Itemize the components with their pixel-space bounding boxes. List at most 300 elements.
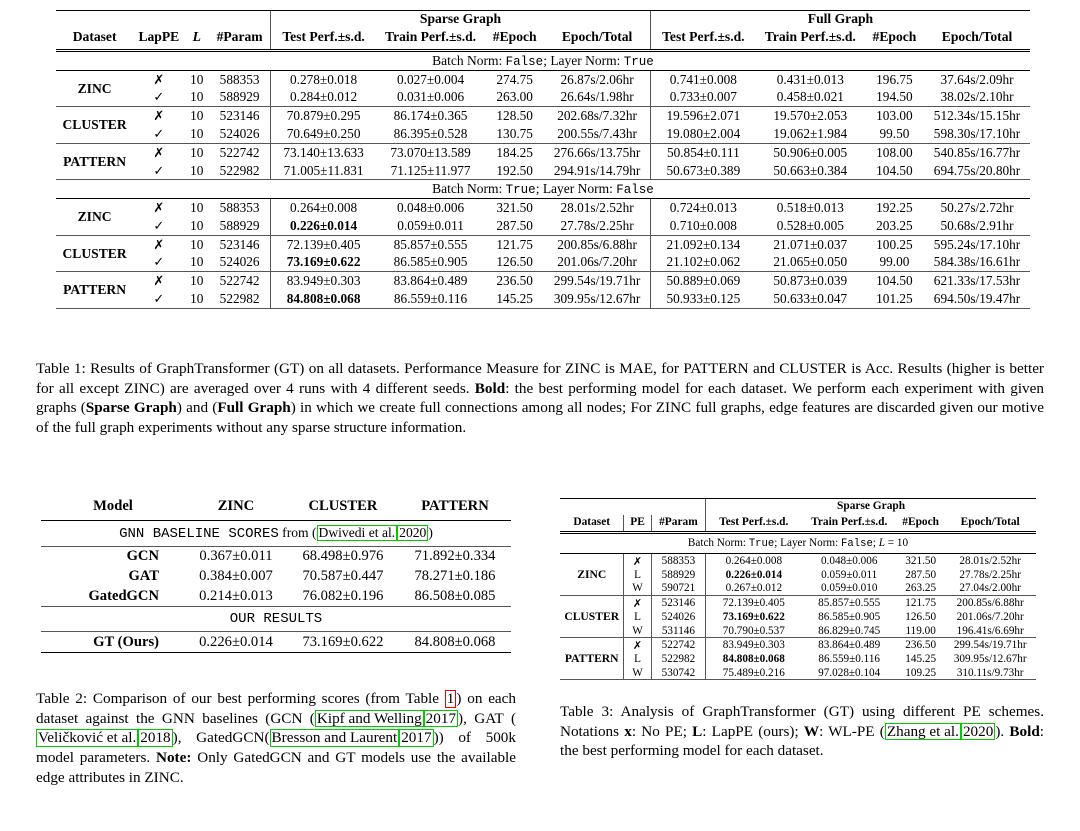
full-train-perf-cell: 0.431±0.013 xyxy=(776,71,844,87)
table-1-bottom-rule xyxy=(56,308,1030,312)
table-row xyxy=(56,254,1030,272)
table-row xyxy=(56,143,1030,161)
our-model-name-cell: GT (Ours) xyxy=(93,633,159,650)
table-3-col-header-3: Test Perf.±s.d. xyxy=(706,515,802,533)
full-train-perf-cell: 50.906±0.005 xyxy=(773,144,848,160)
group-header-full-graph: Full Graph xyxy=(650,11,1030,29)
test-perf-cell: 75.489±0.216 xyxy=(706,666,802,680)
sparse-test-perf-cell: 73.140±13.633 xyxy=(271,143,376,161)
layers-cell: 10 xyxy=(190,236,204,252)
layers-cell: 10 xyxy=(184,89,209,107)
caption1-bold-full: Full Graph xyxy=(217,399,291,417)
config-layernorm-value: False xyxy=(616,183,654,198)
epoch-total-cell: 27.78s/2.25hr xyxy=(959,569,1021,582)
sparse-test-perf-cell: 71.005±11.831 xyxy=(271,162,376,180)
caption1-bold-label: Bold xyxy=(474,379,506,397)
param-count-cell: 588929 xyxy=(209,89,271,107)
table-3-col-header-2: #Param xyxy=(651,515,705,533)
table-row xyxy=(56,70,1030,88)
table-1-config-row-1 xyxy=(56,180,1030,199)
citation-dwivedi-author-link[interactable]: Dwivedi et al. xyxy=(318,525,396,540)
config-batchnorm-value: True xyxy=(505,183,536,198)
lappe-marker-cell: ✗ xyxy=(153,236,165,252)
sparse-train-perf-cell: 0.031±0.006 xyxy=(376,89,485,107)
table-row xyxy=(56,290,1030,308)
table-row xyxy=(41,567,511,587)
pe-marker-cell: W xyxy=(624,624,651,638)
pe-marker-cell: ✗ xyxy=(624,638,651,653)
sparse-epoch-cell: 184.25 xyxy=(496,144,533,160)
table-3-header-row xyxy=(560,515,1036,533)
sparse-train-perf-cell: 86.585±0.905 xyxy=(376,254,485,272)
full-epoch-cell: 99.00 xyxy=(865,254,924,272)
sparse-test-perf-cell: 73.169±0.622 xyxy=(271,254,376,272)
table-1-config-label-0 xyxy=(56,51,1030,71)
table-3-col-header-4: Train Perf.±s.d. xyxy=(801,515,896,533)
sparse-epoch-total-cell: 202.68s/7.32hr xyxy=(557,108,637,124)
bottom-rule xyxy=(56,308,1030,312)
pe-marker-cell: ✗ xyxy=(624,554,651,569)
table-1-col-header-10: #Epoch xyxy=(865,28,924,51)
epoch-total-cell: 196.41s/6.69hr xyxy=(944,624,1036,638)
table-row xyxy=(56,235,1030,253)
train-perf-cell: 86.559±0.116 xyxy=(818,653,881,666)
sparse-epoch-cell: 263.00 xyxy=(485,89,544,107)
full-test-perf-cell: 21.092±0.134 xyxy=(650,235,755,253)
epoch-cell: 126.50 xyxy=(905,611,937,624)
sparse-train-perf-cell: 73.070±13.589 xyxy=(390,144,471,160)
caption1-part4: ) in which we create full connections among all nodes; For ZINC full graphs, edge features are discarded given our motive of the full graph experiments without any sparse structure information. xyxy=(36,399,1044,437)
table-row xyxy=(560,596,1036,611)
citation-velickovic-author-link[interactable]: Veličković et al. xyxy=(38,729,137,747)
table-row xyxy=(56,217,1030,235)
sparse-epoch-cell: 287.50 xyxy=(485,217,544,235)
epoch-cell: 145.25 xyxy=(905,653,937,666)
table-row xyxy=(56,162,1030,180)
full-test-perf-cell: 0.741±0.008 xyxy=(650,70,755,88)
config-prefix: Batch Norm: xyxy=(432,181,506,197)
sparse-test-perf-cell: 70.649±0.250 xyxy=(271,125,376,143)
pe-marker-cell: W xyxy=(624,666,651,680)
sparse-epoch-total-cell: 201.06s/7.20hr xyxy=(544,254,650,272)
full-epoch-total-cell: 540.85s/16.77hr xyxy=(933,144,1021,160)
dataset-name-cell: ZINC xyxy=(56,199,133,236)
table-3-container xyxy=(560,498,1044,684)
param-count-cell: 522982 xyxy=(651,653,705,666)
caption2-part1: Table 2: Comparison of our best performing scores (from Table xyxy=(36,690,445,707)
our-cluster-score-cell: 73.169±0.622 xyxy=(302,633,384,650)
pattern-score-cell: 78.271±0.186 xyxy=(414,568,496,585)
table-1-caption xyxy=(36,359,1044,438)
cluster-score-cell: 70.587±0.447 xyxy=(302,568,384,585)
table-row xyxy=(560,568,1036,581)
bottom-rule xyxy=(41,653,511,658)
epoch-cell: 119.00 xyxy=(897,624,944,638)
lappe-marker-cell: ✓ xyxy=(133,254,184,272)
sparse-test-perf-cell: 0.264±0.008 xyxy=(271,199,376,217)
config-layernorm-value: True xyxy=(623,54,654,69)
our-pattern-score-cell: 84.808±0.068 xyxy=(414,633,496,650)
table-3-config-row xyxy=(560,533,1036,554)
table-2-body xyxy=(41,498,511,658)
full-test-perf-cell: 50.933±0.125 xyxy=(650,290,755,308)
lappe-marker-cell: ✗ xyxy=(153,200,165,216)
table-3-body xyxy=(560,499,1036,684)
sparse-test-perf-cell: 72.139±0.405 xyxy=(271,235,376,253)
full-epoch-total-cell: 512.34s/15.15hr xyxy=(933,108,1021,124)
full-epoch-total-cell: 37.64s/2.09hr xyxy=(940,71,1014,87)
layers-cell: 10 xyxy=(190,200,204,216)
caption3-part6: : the best performing model for each dataset. xyxy=(560,722,1044,760)
param-count-cell: 522742 xyxy=(219,144,260,160)
param-count-cell: 522982 xyxy=(209,162,271,180)
sparse-epoch-total-cell: 276.66s/13.75hr xyxy=(553,144,641,160)
param-count-cell: 588929 xyxy=(651,568,705,581)
pe-marker-cell: L xyxy=(624,611,651,624)
config-separator: ; xyxy=(872,537,879,549)
table-1-config-row-0 xyxy=(56,51,1030,71)
epoch-total-cell: 200.85s/6.88hr xyxy=(956,597,1024,610)
full-train-perf-cell: 50.633±0.047 xyxy=(756,290,865,308)
model-name-cell: GatedGCN xyxy=(41,587,185,607)
table-row xyxy=(560,666,1036,680)
caption1-part1: Table 1: Results of GraphTransformer (GT) on all datasets. Performance Measure for ZINC is MAE, for PATTERN and CLUSTER is Acc. Results (higher is better for all except ZINC) are averaged over 4 runs with 4 different seeds. xyxy=(36,360,1044,397)
citation-dwivedi-year-link[interactable]: 2020 xyxy=(399,525,427,540)
table-2 xyxy=(41,498,511,658)
sparse-epoch-total-cell: 28.01s/2.52hr xyxy=(560,200,634,216)
spacer-cell xyxy=(560,499,706,516)
layers-cell: 10 xyxy=(190,144,204,160)
citation-bresson-year-link[interactable]: 2017 xyxy=(401,729,432,747)
sparse-epoch-total-cell: 26.64s/1.98hr xyxy=(544,89,650,107)
sparse-test-perf-cell: 0.278±0.018 xyxy=(271,70,376,88)
sparse-epoch-total-cell: 294.91s/14.79hr xyxy=(544,162,650,180)
param-count-cell: 523146 xyxy=(651,596,705,611)
dataset-name-cell: CLUSTER xyxy=(56,235,133,272)
param-count-cell: 530742 xyxy=(651,666,705,680)
zinc-score-cell: 0.367±0.011 xyxy=(199,548,273,565)
table-1-col-header-5: Train Perf.±s.d. xyxy=(376,28,485,51)
citation-bresson-author-link[interactable]: Bresson and Laurent xyxy=(271,729,398,747)
train-perf-cell: 85.857±0.555 xyxy=(818,597,881,610)
citation-kipf-author-link[interactable]: Kipf and Welling xyxy=(316,709,422,727)
table-2-col-header-2: CLUSTER xyxy=(308,498,378,514)
table-2-section-baselines-label xyxy=(41,521,511,547)
config-layers-value: = 10 xyxy=(884,537,909,549)
table-1-col-header-8: Test Perf.±s.d. xyxy=(650,28,755,51)
section-label-mono: GNN BASELINE SCORES xyxy=(119,526,279,542)
full-epoch-cell: 196.75 xyxy=(876,71,913,87)
lappe-marker-cell: ✓ xyxy=(133,89,184,107)
full-test-perf-cell: 0.724±0.013 xyxy=(650,199,755,217)
full-test-perf-cell: 19.080±2.004 xyxy=(650,125,755,143)
config-mid: ; Layer Norm: xyxy=(535,181,617,197)
config-layers-symbol: L xyxy=(878,537,885,549)
caption2-note-label: Note: xyxy=(156,749,192,767)
sparse-train-perf-cell: 86.395±0.528 xyxy=(376,125,485,143)
lappe-marker-cell: ✗ xyxy=(153,273,165,289)
pattern-score-cell: 71.892±0.334 xyxy=(414,548,496,565)
train-perf-cell: 97.028±0.104 xyxy=(801,666,896,680)
full-test-perf-cell: 50.673±0.389 xyxy=(650,162,755,180)
caption3-part3: : LapPE (ours); xyxy=(702,722,804,740)
epoch-total-cell: 201.06s/7.20hr xyxy=(956,611,1024,624)
table-2-container xyxy=(36,498,516,658)
test-perf-cell: 0.267±0.012 xyxy=(706,582,802,596)
table-1-col-header-11: Epoch/Total xyxy=(924,28,1030,51)
caption3-part4: : WL-PE ( xyxy=(819,722,885,740)
full-train-perf-cell: 50.663±0.384 xyxy=(756,162,865,180)
param-count-cell: 588353 xyxy=(651,554,705,569)
dataset-name-cell: PATTERN xyxy=(56,272,133,309)
epoch-total-cell: 309.95s/12.67hr xyxy=(953,653,1027,666)
caption2-part2: ) on each dataset against the GNN baselines (GCN ( xyxy=(36,690,517,727)
sparse-epoch-cell: 126.50 xyxy=(485,254,544,272)
table-2-section-ours-label: OUR RESULTS xyxy=(41,607,511,632)
table-row xyxy=(560,554,1036,569)
table-3-col-header-5: #Epoch xyxy=(897,515,944,533)
group-header-sparse-graph: Sparse Graph xyxy=(706,499,1036,516)
param-count-cell: 524026 xyxy=(651,611,705,624)
epoch-cell: 236.50 xyxy=(905,639,937,652)
caption3-part5: ). xyxy=(995,722,1010,740)
train-perf-cell: 0.059±0.010 xyxy=(801,582,896,596)
full-epoch-total-cell: 595.24s/17.10hr xyxy=(933,236,1021,252)
table-1-col-header-2 xyxy=(184,28,209,51)
table-2-section-ours-row xyxy=(41,607,511,632)
sparse-epoch-cell: 130.75 xyxy=(485,125,544,143)
param-count-cell: 522742 xyxy=(219,273,260,289)
caption3-part2: : No PE; xyxy=(631,722,693,740)
section-label-close: ) xyxy=(428,525,433,540)
sparse-test-perf-cell: 84.808±0.068 xyxy=(271,290,376,308)
full-test-perf-cell: 0.733±0.007 xyxy=(650,89,755,107)
zinc-score-cell: 0.214±0.013 xyxy=(185,587,287,607)
full-test-perf-cell: 0.710±0.008 xyxy=(650,217,755,235)
dataset-name-cell: CLUSTER xyxy=(560,596,624,638)
config-batchnorm-value: True xyxy=(748,538,775,550)
config-batchnorm-value: False xyxy=(505,54,544,69)
col-header-L-italic: L xyxy=(192,29,201,44)
pe-marker-cell: W xyxy=(624,582,651,596)
pe-marker-cell: L xyxy=(624,568,651,581)
table-2-section-baselines-row xyxy=(41,521,511,547)
table-1-container xyxy=(56,10,1030,313)
full-epoch-cell: 194.50 xyxy=(865,89,924,107)
full-epoch-total-cell: 621.33s/17.53hr xyxy=(933,273,1021,289)
pe-marker-cell: ✗ xyxy=(624,596,651,611)
cluster-score-cell: 68.498±0.976 xyxy=(302,548,384,565)
table-row xyxy=(56,89,1030,107)
test-perf-cell: 73.169±0.622 xyxy=(706,611,802,624)
sparse-epoch-total-cell: 27.78s/2.25hr xyxy=(544,217,650,235)
sparse-train-perf-cell: 0.027±0.004 xyxy=(396,71,465,87)
table-row xyxy=(560,653,1036,666)
full-epoch-cell: 203.25 xyxy=(865,217,924,235)
table-2-header-row xyxy=(41,498,511,521)
table-row xyxy=(41,587,511,607)
sparse-train-perf-cell: 86.174±0.365 xyxy=(393,108,468,124)
full-epoch-cell: 104.50 xyxy=(876,273,913,289)
table-row xyxy=(560,611,1036,624)
table-3 xyxy=(560,498,1036,684)
table-3-group-header-row xyxy=(560,499,1036,516)
table-row xyxy=(41,547,511,567)
param-count-cell: 523146 xyxy=(219,108,260,124)
citation-kipf-year-link[interactable]: 2017 xyxy=(425,709,457,727)
sparse-epoch-cell: 145.25 xyxy=(485,290,544,308)
table-1-config-label-1 xyxy=(56,180,1030,199)
caption2-part3: ), GAT ( xyxy=(458,709,517,727)
test-perf-cell: 72.139±0.405 xyxy=(706,596,802,611)
full-train-perf-cell: 21.065±0.050 xyxy=(756,254,865,272)
full-train-perf-cell: 19.062±1.984 xyxy=(756,125,865,143)
table-3-col-header-1: PE xyxy=(624,515,651,533)
lappe-marker-cell: ✓ xyxy=(133,290,184,308)
train-perf-cell: 86.829±0.745 xyxy=(801,624,896,638)
param-count-cell: 531146 xyxy=(651,624,705,638)
sparse-epoch-total-cell: 200.55s/7.43hr xyxy=(544,125,650,143)
config-mid: ; Layer Norm: xyxy=(774,537,842,549)
citation-zhang-author-link[interactable]: Zhang et al. xyxy=(886,722,959,740)
sparse-train-perf-cell: 85.857±0.555 xyxy=(393,236,468,252)
caption3-bold-label: Bold xyxy=(1009,722,1040,740)
full-epoch-total-cell: 694.50s/19.47hr xyxy=(924,290,1030,308)
test-perf-cell: 83.949±0.303 xyxy=(706,638,802,653)
epoch-cell: 321.50 xyxy=(905,555,937,568)
full-epoch-cell: 101.25 xyxy=(865,290,924,308)
lappe-marker-cell: ✗ xyxy=(153,144,165,160)
sparse-epoch-total-cell: 200.85s/6.88hr xyxy=(557,236,637,252)
model-name-cell: GCN xyxy=(126,548,159,565)
full-train-perf-cell: 50.873±0.039 xyxy=(773,273,848,289)
config-prefix: Batch Norm: xyxy=(432,52,506,68)
full-train-perf-cell: 21.071±0.037 xyxy=(773,236,848,252)
lappe-marker-cell: ✗ xyxy=(153,71,165,87)
full-train-perf-cell: 19.570±2.053 xyxy=(773,108,848,124)
epoch-cell: 287.50 xyxy=(905,569,937,582)
full-epoch-cell: 108.00 xyxy=(876,144,913,160)
full-test-perf-cell: 19.596±2.071 xyxy=(650,107,755,125)
train-perf-cell: 83.864±0.489 xyxy=(818,639,881,652)
dataset-name-cell: ZINC xyxy=(560,554,624,596)
full-epoch-cell: 104.50 xyxy=(865,162,924,180)
full-test-perf-cell: 21.102±0.062 xyxy=(650,254,755,272)
full-epoch-cell: 192.25 xyxy=(876,200,913,216)
our-zinc-score-cell: 0.226±0.014 xyxy=(199,633,273,650)
table-1-reference-link[interactable]: 1 xyxy=(446,690,455,707)
sparse-train-perf-cell: 71.125±11.977 xyxy=(376,162,485,180)
caption3-part1: Table 3: Analysis of GraphTransformer (GT) using different PE schemes. Notations xyxy=(560,703,1044,740)
train-perf-cell: 0.059±0.011 xyxy=(821,569,878,582)
table-row xyxy=(41,632,511,653)
table-row xyxy=(560,624,1036,638)
table-1-col-header-7: Epoch/Total xyxy=(544,28,650,51)
table-row xyxy=(560,638,1036,653)
config-prefix: Batch Norm: xyxy=(687,537,749,549)
test-perf-cell: 84.808±0.068 xyxy=(706,653,802,666)
full-train-perf-cell: 0.518±0.013 xyxy=(776,200,844,216)
sparse-test-perf-cell: 83.949±0.303 xyxy=(271,272,376,290)
config-mid: ; Layer Norm: xyxy=(543,52,624,68)
full-epoch-cell: 103.00 xyxy=(876,108,913,124)
lappe-marker-cell: ✓ xyxy=(133,162,184,180)
full-epoch-total-cell: 50.68s/2.91hr xyxy=(924,217,1030,235)
sparse-epoch-cell: 236.50 xyxy=(496,273,533,289)
caption2-part4: ), GatedGCN( xyxy=(172,729,270,747)
caption3-bold-w: W xyxy=(803,722,820,740)
citation-velickovic-year-link[interactable]: 2018 xyxy=(140,729,171,747)
table-3-bottom-rule xyxy=(560,680,1036,684)
sparse-train-perf-cell: 83.864±0.489 xyxy=(393,273,468,289)
table-2-col-header-0: Model xyxy=(93,498,133,514)
spacer-cell xyxy=(56,11,271,29)
sparse-epoch-cell: 192.50 xyxy=(485,162,544,180)
caption2-part6: Only GatedGCN and GT models use the available edge attributes in ZINC. xyxy=(36,749,516,786)
epoch-total-cell: 299.54s/19.71hr xyxy=(953,639,1027,652)
test-perf-cell: 0.226±0.014 xyxy=(706,568,802,581)
train-perf-cell: 0.048±0.006 xyxy=(820,555,878,568)
caption1-part2: : the best performing model for each dataset. We perform each experiment with given graphs ( xyxy=(36,379,1044,417)
dataset-name-cell: CLUSTER xyxy=(56,107,133,144)
group-header-sparse-graph: Sparse Graph xyxy=(271,11,651,29)
table-2-col-header-1: ZINC xyxy=(217,498,255,514)
layers-cell: 10 xyxy=(190,71,204,87)
param-count-cell: 590721 xyxy=(651,582,705,596)
param-count-cell: 522982 xyxy=(209,290,271,308)
caption2-part5: )) of 500k model parameters. xyxy=(36,729,516,767)
full-test-perf-cell: 50.889±0.069 xyxy=(650,272,755,290)
caption3-bold-l: L xyxy=(692,722,703,740)
table-1-col-header-9: Train Perf.±s.d. xyxy=(756,28,865,51)
citation-zhang-year-link[interactable]: 2020 xyxy=(962,722,994,740)
param-count-cell: 524026 xyxy=(209,254,271,272)
zinc-score-cell: 0.384±0.007 xyxy=(199,568,273,585)
full-epoch-total-cell: 584.38s/16.61hr xyxy=(924,254,1030,272)
layers-cell: 10 xyxy=(184,290,209,308)
bottom-rule xyxy=(560,680,1036,684)
sparse-train-perf-cell: 0.059±0.011 xyxy=(376,217,485,235)
full-epoch-total-cell: 598.30s/17.10hr xyxy=(924,125,1030,143)
pe-marker-cell: L xyxy=(624,653,651,666)
layers-cell: 10 xyxy=(190,273,204,289)
layers-cell: 10 xyxy=(190,108,204,124)
full-epoch-total-cell: 50.27s/2.72hr xyxy=(940,200,1014,216)
table-2-col-header-3: PATTERN xyxy=(421,498,489,514)
lappe-marker-cell: ✗ xyxy=(153,108,165,124)
table-3-caption xyxy=(560,702,1044,761)
sparse-epoch-cell: 128.50 xyxy=(496,108,533,124)
sparse-train-perf-cell: 0.048±0.006 xyxy=(396,200,465,216)
table-1-body xyxy=(56,11,1030,313)
table-1-col-header-6: #Epoch xyxy=(485,28,544,51)
param-count-cell: 588929 xyxy=(209,217,271,235)
section-label-from: from ( xyxy=(278,525,317,540)
table-1-col-header-1: LapPE xyxy=(133,28,184,51)
caption1-part3: ) and ( xyxy=(176,399,218,417)
table-3-col-header-6: Epoch/Total xyxy=(944,515,1036,533)
epoch-total-cell: 28.01s/2.52hr xyxy=(959,555,1021,568)
table-1-header-row xyxy=(56,28,1030,51)
table-row xyxy=(560,582,1036,596)
table-1-col-header-0: Dataset xyxy=(56,28,133,51)
sparse-train-perf-cell: 86.559±0.116 xyxy=(376,290,485,308)
epoch-cell: 109.25 xyxy=(897,666,944,680)
layers-cell: 10 xyxy=(184,217,209,235)
full-epoch-cell: 100.25 xyxy=(876,236,913,252)
caption1-bold-sparse: Sparse Graph xyxy=(85,399,177,417)
sparse-test-perf-cell: 0.226±0.014 xyxy=(271,217,376,235)
